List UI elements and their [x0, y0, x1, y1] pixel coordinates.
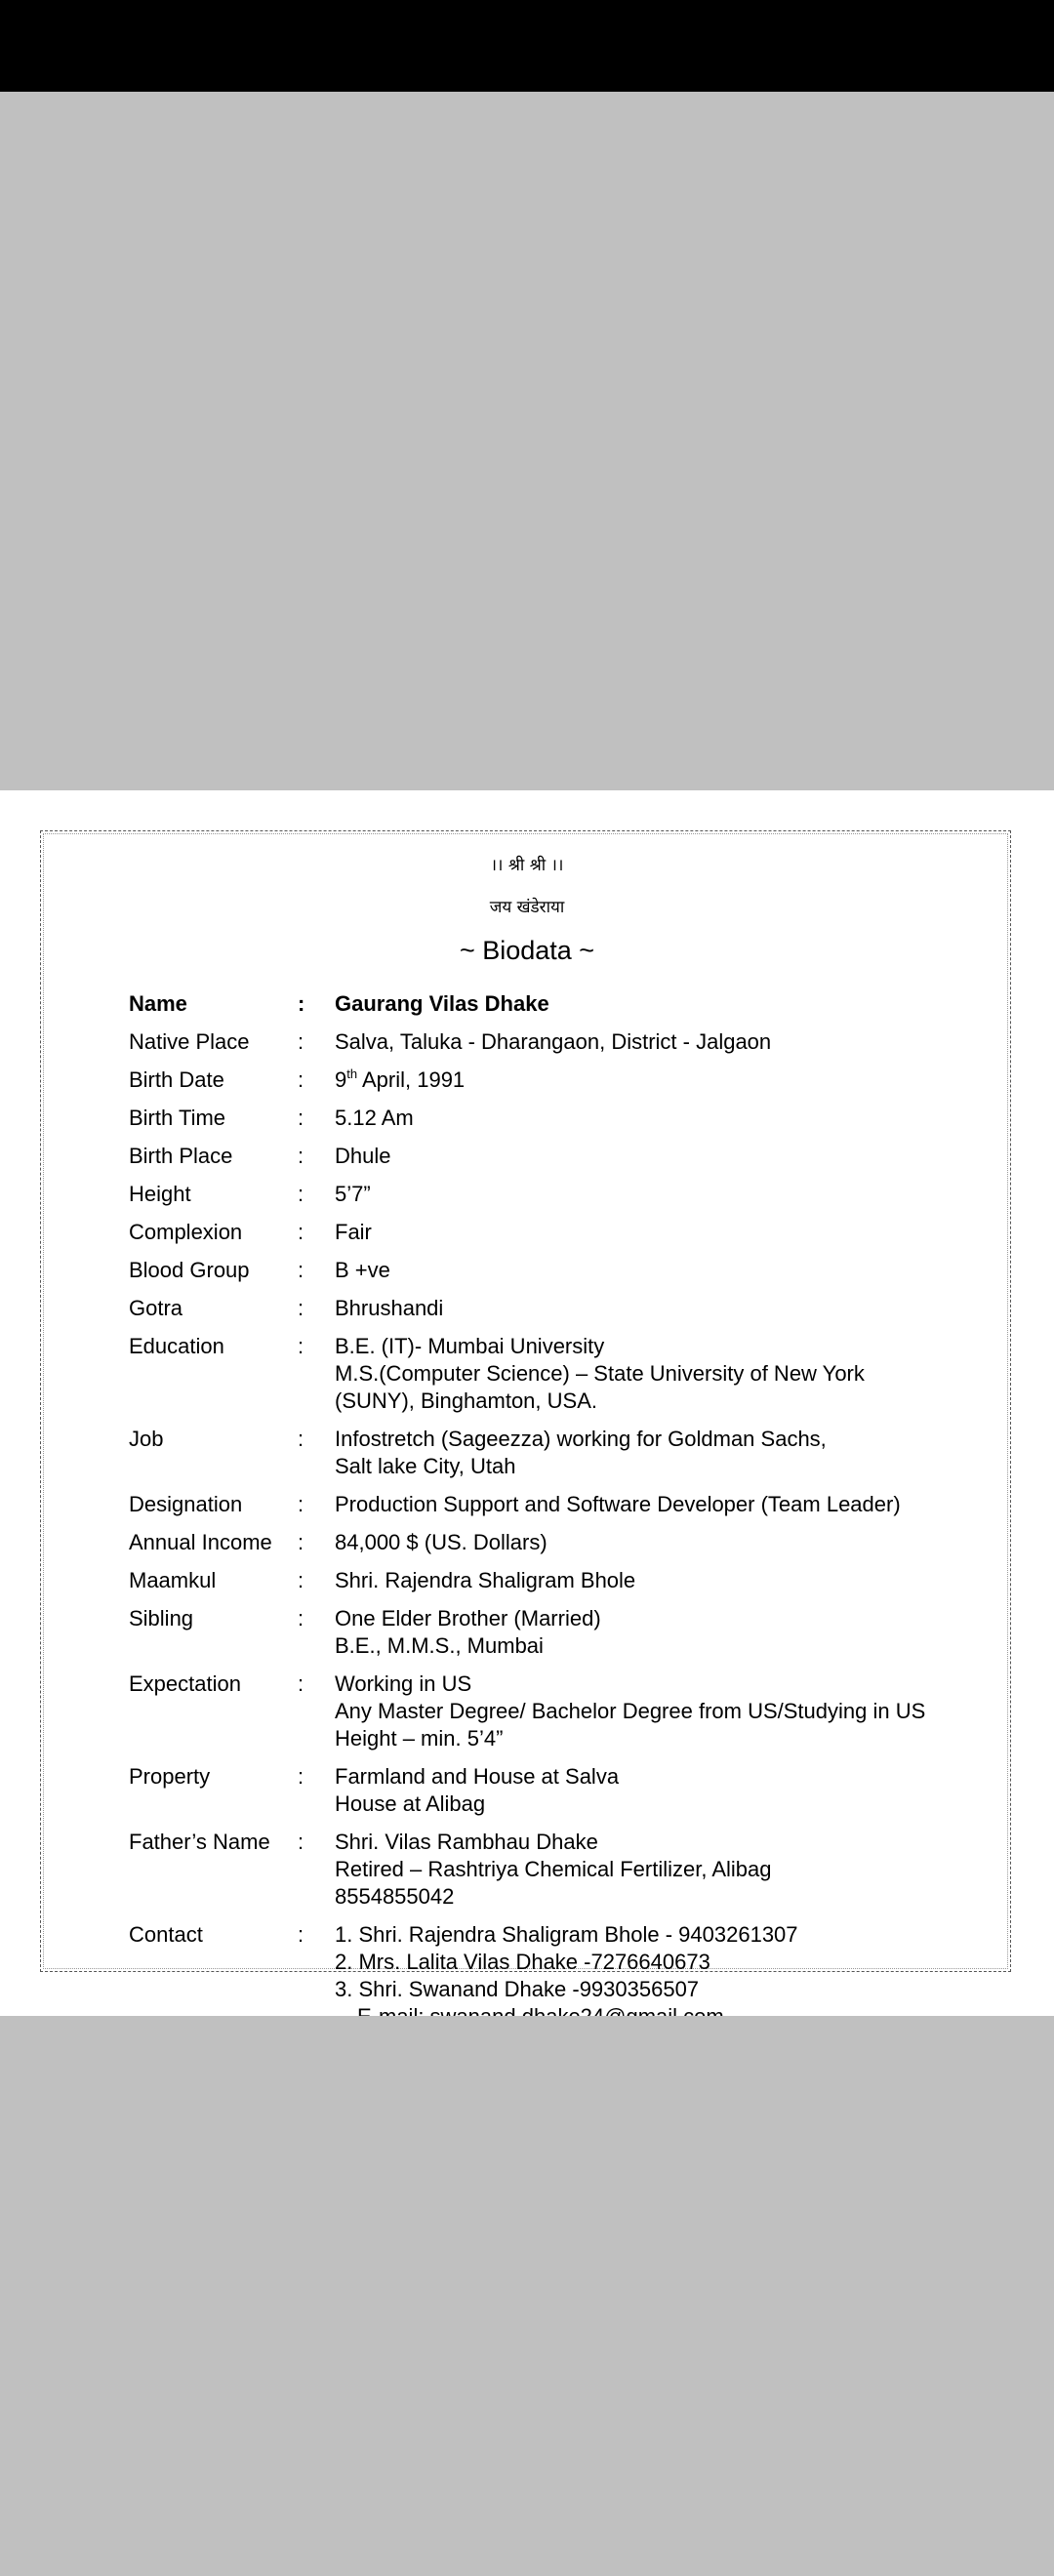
label-sibling: Sibling — [129, 1606, 194, 1630]
value-line: 8554855042 — [335, 1884, 455, 1909]
value-annual-income — [335, 1529, 929, 1556]
value-line: B.E. (IT)- Mumbai University — [335, 1334, 605, 1358]
value-line: B +ve — [335, 1258, 390, 1282]
row-birth-date — [129, 1067, 929, 1094]
value-gotra — [335, 1295, 929, 1322]
value-line: Shri. Rajendra Shaligram Bhole — [335, 1568, 636, 1592]
value-line: (SUNY), Binghamton, USA. — [335, 1389, 597, 1413]
colon: : — [298, 1029, 304, 1054]
value-birth-place — [335, 1143, 929, 1170]
top-black-bar — [0, 0, 1054, 92]
colon: : — [298, 1182, 304, 1206]
colon: : — [298, 1492, 304, 1516]
colon: : — [298, 1764, 304, 1789]
value-line: Height – min. 5’4” — [335, 1726, 504, 1751]
label-gotra: Gotra — [129, 1296, 183, 1320]
colon: : — [298, 1427, 304, 1451]
colon: : — [298, 1220, 304, 1244]
biodata-title: ~ Biodata ~ — [459, 936, 595, 965]
row-height — [129, 1181, 929, 1208]
value-job — [335, 1426, 929, 1480]
biodata-table — [129, 990, 929, 2041]
value-line: House at Alibag — [335, 1791, 486, 1816]
value-line: B.E., M.M.S., Mumbai — [335, 1633, 544, 1658]
row-education — [129, 1333, 929, 1415]
label-job: Job — [129, 1427, 164, 1451]
value-birth-date — [335, 1067, 929, 1094]
value-line: Farmland and House at Salva — [335, 1764, 620, 1789]
row-designation — [129, 1491, 929, 1518]
label-contact: Contact — [129, 1922, 203, 1947]
document-page — [0, 790, 1054, 2016]
value-education — [335, 1333, 929, 1415]
contact-line: 1. Shri. Rajendra Shaligram Bhole - 9403261307 — [335, 1922, 798, 1947]
value-line: Bhrushandi — [335, 1296, 444, 1320]
row-birth-time — [129, 1105, 929, 1132]
value-line — [335, 1067, 929, 1094]
value-designation — [335, 1491, 929, 1518]
value-maamkul — [335, 1567, 929, 1594]
row-expectation — [129, 1670, 929, 1752]
colon: : — [298, 1922, 304, 1947]
row-birth-place — [129, 1143, 929, 1170]
colon: : — [298, 1671, 304, 1696]
birth-day-suffix: th — [346, 1067, 358, 1081]
birth-day: 9 — [335, 1067, 347, 1092]
value-height — [335, 1181, 929, 1208]
value-line: Production Support and Software Developer (Team Leader) — [335, 1492, 901, 1516]
colon: : — [298, 1530, 304, 1554]
row-native-place — [129, 1028, 929, 1056]
value-line: 5.12 Am — [335, 1106, 414, 1130]
row-blood-group — [129, 1257, 929, 1284]
value-birth-time — [335, 1105, 929, 1132]
value-line: One Elder Brother (Married) — [335, 1606, 601, 1630]
value-line: M.S.(Computer Science) – State University of New York — [335, 1361, 865, 1386]
label-height: Height — [129, 1182, 191, 1206]
value-line: Any Master Degree/ Bachelor Degree from US/Studying in US — [335, 1699, 926, 1723]
row-complexion — [129, 1219, 929, 1246]
value-sibling — [335, 1605, 929, 1660]
value-line: Salva, Taluka - Dharangaon, District - Jalgaon — [335, 1029, 772, 1054]
label-property: Property — [129, 1764, 211, 1789]
row-property — [129, 1763, 929, 1818]
label-expectation: Expectation — [129, 1671, 241, 1696]
row-fathers-name — [129, 1829, 929, 1911]
value-line: Infostretch (Sageezza) working for Goldman Sachs, — [335, 1427, 827, 1451]
label-maamkul: Maamkul — [129, 1568, 217, 1592]
row-maamkul — [129, 1567, 929, 1594]
label-native-place: Native Place — [129, 1029, 250, 1054]
label-birth-date: Birth Date — [129, 1067, 224, 1092]
value-contact — [335, 1921, 929, 2031]
value-line: Dhule — [335, 1144, 391, 1168]
value-fathers-name — [335, 1829, 929, 1911]
colon: : — [298, 1830, 304, 1854]
colon: : — [298, 1067, 304, 1092]
colon: : — [298, 1334, 304, 1358]
value-complexion — [335, 1219, 929, 1246]
value-expectation — [335, 1670, 929, 1752]
label-fathers-name: Father’s Name — [129, 1830, 270, 1854]
colon: : — [298, 1258, 304, 1282]
value-line: Salt lake City, Utah — [335, 1454, 516, 1478]
value-native-place — [335, 1028, 929, 1056]
row-contact — [129, 1921, 929, 2031]
value-blood-group — [335, 1257, 929, 1284]
value-line: Working in US — [335, 1671, 472, 1696]
viewer-background-top — [0, 92, 1054, 790]
colon: : — [298, 1568, 304, 1592]
row-annual-income — [129, 1529, 929, 1556]
viewer-background-bottom — [0, 2016, 1054, 2576]
row-job — [129, 1426, 929, 1480]
contact-line: 2. Mrs. Lalita Vilas Dhake -7276640673 — [335, 1950, 710, 1974]
colon: : — [298, 991, 305, 1016]
value-property — [335, 1763, 929, 1818]
birth-month-year: April, 1991 — [357, 1067, 466, 1092]
header-jay-khanderaya: जय खंडेराया — [489, 898, 565, 917]
row-gotra — [129, 1295, 929, 1322]
label-birth-place: Birth Place — [129, 1144, 233, 1168]
colon: : — [298, 1606, 304, 1630]
label-birth-time: Birth Time — [129, 1106, 226, 1130]
value-line: Shri. Vilas Rambhau Dhake — [335, 1830, 598, 1854]
label-education: Education — [129, 1334, 224, 1358]
row-sibling — [129, 1605, 929, 1660]
row-name — [129, 990, 929, 1018]
label-designation: Designation — [129, 1492, 243, 1516]
colon: : — [298, 1296, 304, 1320]
contact-line: 3. Shri. Swanand Dhake -9930356507 — [335, 1977, 700, 2001]
label-complexion: Complexion — [129, 1220, 243, 1244]
header-shri: ।। श्री श्री ।। — [490, 856, 564, 875]
label-name: Name — [129, 991, 187, 1016]
colon: : — [298, 1106, 304, 1130]
value-line: Gaurang Vilas Dhake — [335, 991, 549, 1016]
value-line: 5’7” — [335, 1182, 371, 1206]
label-blood-group: Blood Group — [129, 1258, 250, 1282]
colon: : — [298, 1144, 304, 1168]
value-line: Fair — [335, 1220, 372, 1244]
value-line: Retired – Rashtriya Chemical Fertilizer, Alibag — [335, 1857, 772, 1881]
value-name — [335, 990, 929, 1018]
value-line: 84,000 $ (US. Dollars) — [335, 1530, 547, 1554]
label-annual-income: Annual Income — [129, 1530, 272, 1554]
